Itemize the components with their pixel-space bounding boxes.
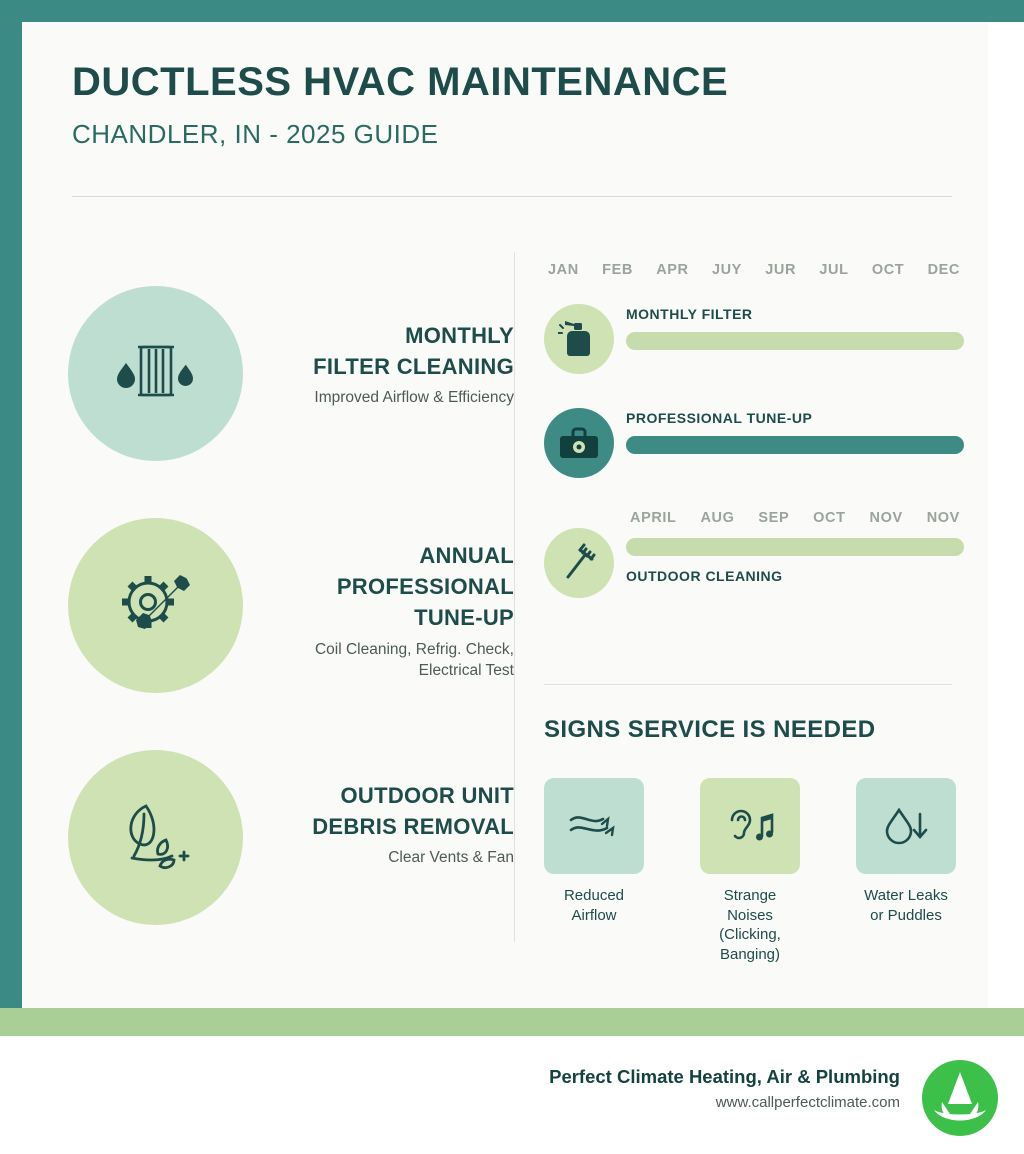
month-label: JUL <box>819 262 849 278</box>
bottom-accent-band <box>0 1008 1024 1036</box>
timeline-row-body <box>626 510 964 584</box>
page-title: DUCTLESS HVAC MAINTENANCE <box>72 60 729 104</box>
timeline-row-label: MONTHLY FILTER <box>626 306 753 322</box>
caption-line-1: Strange Noises <box>723 887 777 924</box>
month-label: OCT <box>871 262 905 278</box>
title-line-1: ANNUAL <box>419 543 514 568</box>
header-divider <box>72 196 952 197</box>
list-item-caption <box>544 886 644 925</box>
list-item-caption <box>856 886 956 925</box>
air-filter-icon <box>68 286 243 461</box>
list-item <box>856 778 956 964</box>
month-label: APRIL <box>630 510 677 526</box>
signs-list <box>544 778 956 964</box>
month-label: APR <box>656 262 689 278</box>
month-label: JAN <box>548 262 579 278</box>
ear-music-icon <box>700 778 800 874</box>
description-line-1: Coil Cleaning, Refrig. Check, <box>314 640 514 658</box>
timeline-row-monthly-filter <box>544 296 964 382</box>
gear-wrench-icon <box>68 518 243 693</box>
timeline-bar <box>626 332 964 350</box>
title-line-3: TUNE-UP <box>414 605 514 631</box>
maintenance-timeline <box>544 262 964 606</box>
month-label: NOV <box>869 510 903 526</box>
timeline-row-label: PROFESSIONAL TUNE-UP <box>626 410 813 426</box>
airflow-icon <box>544 778 644 874</box>
decorative-diagonal-lines-top-right <box>864 0 1024 170</box>
page-footer <box>0 1036 1024 1154</box>
month-label: AUG <box>700 510 735 526</box>
caption-line-2: (Clicking, Banging) <box>719 926 781 963</box>
list-item-title <box>264 320 514 382</box>
company-logo-icon <box>920 1058 1000 1138</box>
list-item-text <box>264 540 514 682</box>
month-label: JUR <box>765 262 797 278</box>
list-item <box>68 744 518 976</box>
outdoor-month-labels <box>626 510 964 526</box>
column-divider <box>514 252 515 942</box>
rake-icon <box>544 528 614 598</box>
month-label: NOV <box>926 510 960 526</box>
list-item-caption <box>700 886 800 964</box>
timeline-row-label: OUTDOOR CLEANING <box>626 568 783 584</box>
list-item <box>68 512 518 744</box>
timeline-row-outdoor-cleaning <box>544 510 964 606</box>
month-label: FEB <box>602 262 633 278</box>
water-drop-down-icon <box>856 778 956 874</box>
list-item <box>68 280 518 512</box>
signs-section-title: SIGNS SERVICE IS NEEDED <box>544 716 876 743</box>
list-item-title <box>264 780 514 842</box>
page-subtitle: CHANDLER, IN - 2025 GUIDE <box>72 119 439 149</box>
caption-line-2: or Puddles <box>870 906 942 924</box>
company-name: Perfect Climate Heating, Air & Plumbing <box>549 1066 900 1087</box>
timeline-bar <box>626 538 964 556</box>
timeline-bar <box>626 436 964 454</box>
company-website[interactable]: www.callperfectclimate.com <box>715 1094 900 1111</box>
maintenance-task-list <box>68 280 518 976</box>
title-line-1: MONTHLY <box>405 323 514 348</box>
spray-bottle-icon <box>544 304 614 374</box>
title-line-1: OUTDOOR UNIT <box>340 783 514 808</box>
month-label: SEP <box>758 510 790 526</box>
timeline-month-labels <box>544 262 964 278</box>
footer-text <box>549 1066 900 1111</box>
month-label: DEC <box>927 262 960 278</box>
timeline-row-professional-tuneup <box>544 400 964 486</box>
title-line-2: FILTER CLEANING <box>313 354 514 380</box>
toolbox-icon <box>544 408 614 478</box>
leaf-branch-icon <box>68 750 243 925</box>
page-header <box>72 60 872 150</box>
list-item <box>700 778 800 964</box>
list-item <box>544 778 644 964</box>
list-item-description: Improved Airflow & Efficiency <box>314 389 514 407</box>
list-item-title <box>264 540 514 634</box>
caption-line-1: Reduced Airflow <box>563 887 625 924</box>
timeline-row-body <box>626 410 964 454</box>
list-item-text <box>264 780 514 869</box>
caption-line-1: Water Leaks <box>864 887 948 904</box>
month-label: JUY <box>711 262 742 278</box>
title-line-2: PROFESSIONAL <box>336 574 514 600</box>
list-item-text <box>264 320 514 409</box>
month-label: OCT <box>813 510 846 526</box>
timeline-row-body <box>626 306 964 350</box>
description-line-2: Electrical Test <box>418 661 514 679</box>
title-line-2: DEBRIS REMOVAL <box>312 814 514 840</box>
list-item-description <box>264 640 514 682</box>
list-item-description: Clear Vents & Fan <box>388 849 514 867</box>
signs-section-divider <box>544 684 952 685</box>
